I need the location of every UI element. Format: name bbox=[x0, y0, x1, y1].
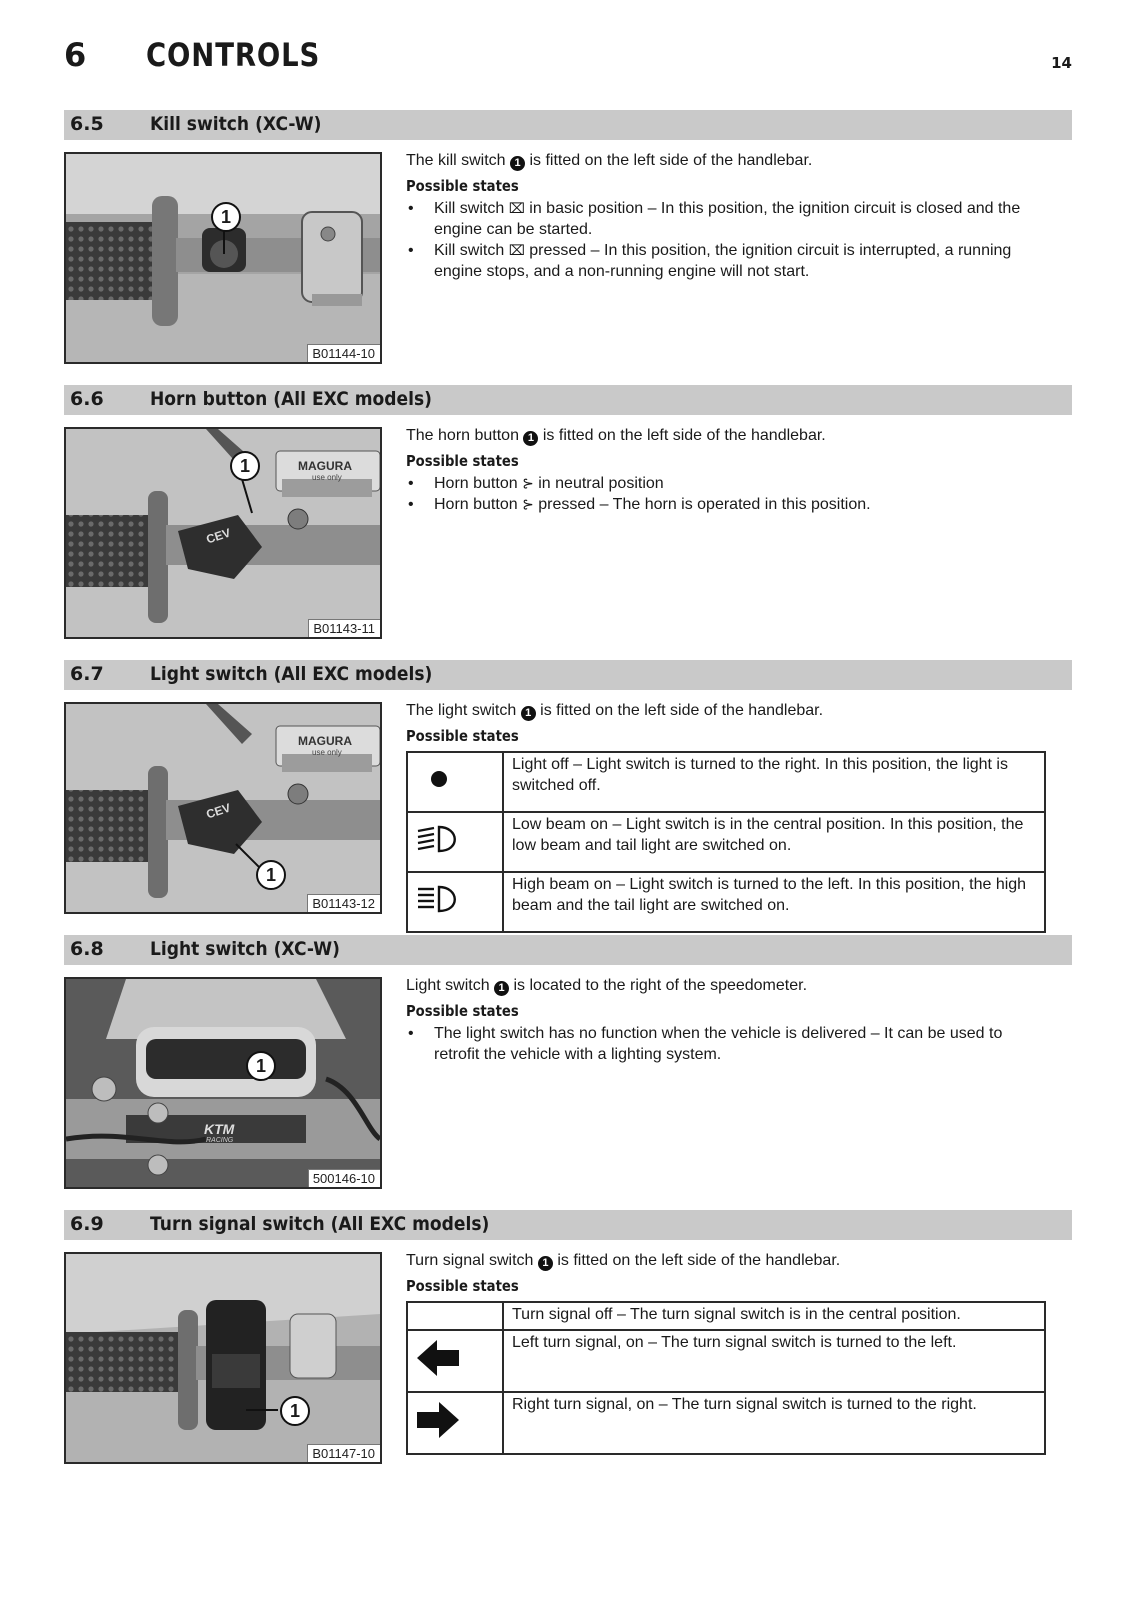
section-heading bbox=[64, 110, 1072, 140]
ktm-logo: KTM bbox=[204, 1121, 235, 1137]
section-number: 6.7 bbox=[70, 663, 104, 685]
state-description: Low beam on – Light switch is in the central position. In this position, the low beam and tail light are switched on. bbox=[503, 812, 1045, 872]
switch-logo: CEV bbox=[204, 800, 233, 822]
table-row bbox=[407, 872, 1045, 932]
light-switch-exc-photo bbox=[64, 702, 382, 914]
callout-marker-1: 1 bbox=[211, 202, 241, 232]
brand-label: MAGURA bbox=[298, 459, 352, 473]
kill-switch-icon: ⌧ bbox=[508, 200, 525, 216]
section-title: Kill switch (XC-W) bbox=[150, 113, 322, 135]
callout-marker-1: 1 bbox=[230, 451, 260, 481]
brand-sublabel: use only bbox=[312, 473, 342, 482]
horn-icon: ⊱ bbox=[522, 496, 534, 512]
intro-line: The kill switch 1 is fitted on the left side of the handlebar. bbox=[406, 152, 813, 169]
kill-switch-icon: ⌧ bbox=[508, 242, 525, 258]
state-description: Left turn signal, on – The turn signal switch is turned to the left. bbox=[503, 1330, 1045, 1392]
ktm-sublabel: RACING bbox=[206, 1137, 234, 1144]
possible-states-heading: Possible states bbox=[406, 727, 519, 745]
possible-states-heading: Possible states bbox=[406, 177, 519, 195]
section-heading bbox=[64, 1210, 1072, 1240]
possible-states-heading: Possible states bbox=[406, 452, 519, 470]
horn-icon: ⊱ bbox=[522, 475, 534, 491]
states-table bbox=[406, 751, 1046, 933]
state-description: Turn signal off – The turn signal switch is in the central position. bbox=[503, 1302, 1045, 1330]
section-text bbox=[406, 150, 1046, 282]
figure-id: B01143-12 bbox=[307, 894, 380, 912]
chapter-title: CONTROLS bbox=[146, 36, 321, 74]
section-number: 6.5 bbox=[70, 113, 104, 135]
intro-line: Turn signal switch 1 is fitted on the left side of the handlebar. bbox=[406, 1252, 841, 1269]
list-item: • Kill switch ⌧ pressed – In this position, the ignition circuit is interrupted, a running engine stops, and a non-running engine will not start. bbox=[406, 240, 1046, 282]
section-number: 6.9 bbox=[70, 1213, 104, 1235]
intro-line: Light switch 1 is located to the right of the speedometer. bbox=[406, 977, 808, 994]
list-item: • Horn button ⊱ pressed – The horn is operated in this position. bbox=[406, 494, 1046, 515]
page-header bbox=[64, 36, 1072, 80]
turn-signal-switch-photo bbox=[64, 1252, 382, 1464]
section-title: Turn signal switch (All EXC models) bbox=[150, 1213, 490, 1235]
possible-states-heading: Possible states bbox=[406, 1002, 519, 1020]
horn-button-photo bbox=[64, 427, 382, 639]
callout-marker-1: 1 bbox=[246, 1051, 276, 1081]
light-off-icon bbox=[409, 754, 501, 804]
right-arrow-icon bbox=[409, 1394, 501, 1446]
callout-1-icon: 1 bbox=[510, 156, 525, 171]
page-number: 14 bbox=[1051, 54, 1072, 72]
list-item: • Kill switch ⌧ in basic position – In this position, the ignition circuit is closed and the engine can be started. bbox=[406, 198, 1046, 240]
section-text bbox=[406, 975, 1046, 1065]
callout-1-icon: 1 bbox=[521, 706, 536, 721]
chapter-number: 6 bbox=[64, 36, 88, 74]
light-switch-xcw-photo bbox=[64, 977, 382, 1189]
switch-logo: CEV bbox=[204, 525, 233, 547]
list-item: • The light switch has no function when the vehicle is delivered – It can be used to retrofit the vehicle with a lighting system. bbox=[406, 1023, 1046, 1065]
section-heading bbox=[64, 385, 1072, 415]
section-number: 6.8 bbox=[70, 938, 104, 960]
section-heading bbox=[64, 935, 1072, 965]
intro-line: The horn button 1 is fitted on the left side of the handlebar. bbox=[406, 427, 826, 444]
states-table bbox=[406, 1301, 1046, 1455]
low-beam-icon bbox=[409, 814, 501, 864]
kill-switch-photo bbox=[64, 152, 382, 364]
section-heading bbox=[64, 660, 1072, 690]
table-row bbox=[407, 1392, 1045, 1454]
possible-states-heading: Possible states bbox=[406, 1277, 519, 1295]
brand-label: MAGURA bbox=[298, 734, 352, 748]
list-item: • Horn button ⊱ in neutral position bbox=[406, 473, 1046, 494]
left-arrow-icon bbox=[409, 1332, 501, 1384]
state-description: High beam on – Light switch is turned to the left. In this position, the high beam and the tail light are switched on. bbox=[503, 872, 1045, 932]
section-title: Horn button (All EXC models) bbox=[150, 388, 433, 410]
figure-id: B01147-10 bbox=[307, 1444, 380, 1462]
intro-line: The light switch 1 is fitted on the left side of the handlebar. bbox=[406, 702, 824, 719]
figure-id: 500146-10 bbox=[308, 1169, 380, 1187]
section-number: 6.6 bbox=[70, 388, 104, 410]
state-description: Light off – Light switch is turned to the right. In this position, the light is switched off. bbox=[503, 752, 1045, 812]
table-row bbox=[407, 752, 1045, 812]
section-text bbox=[406, 425, 1046, 515]
high-beam-icon bbox=[409, 874, 501, 924]
section-title: Light switch (All EXC models) bbox=[150, 663, 433, 685]
section-title: Light switch (XC-W) bbox=[150, 938, 340, 960]
callout-1-icon: 1 bbox=[523, 431, 538, 446]
state-description: Right turn signal, on – The turn signal switch is turned to the right. bbox=[503, 1392, 1045, 1454]
table-row bbox=[407, 812, 1045, 872]
figure-id: B01143-11 bbox=[308, 619, 380, 637]
callout-marker-1: 1 bbox=[280, 1396, 310, 1426]
table-row bbox=[407, 1302, 1045, 1330]
callout-1-icon: 1 bbox=[494, 981, 509, 996]
table-row bbox=[407, 1330, 1045, 1392]
callout-1-icon: 1 bbox=[538, 1256, 553, 1271]
section-text bbox=[406, 1250, 1046, 1455]
figure-id: B01144-10 bbox=[307, 344, 380, 362]
section-text bbox=[406, 700, 1046, 933]
brand-sublabel: use only bbox=[312, 748, 342, 757]
callout-marker-1: 1 bbox=[256, 860, 286, 890]
